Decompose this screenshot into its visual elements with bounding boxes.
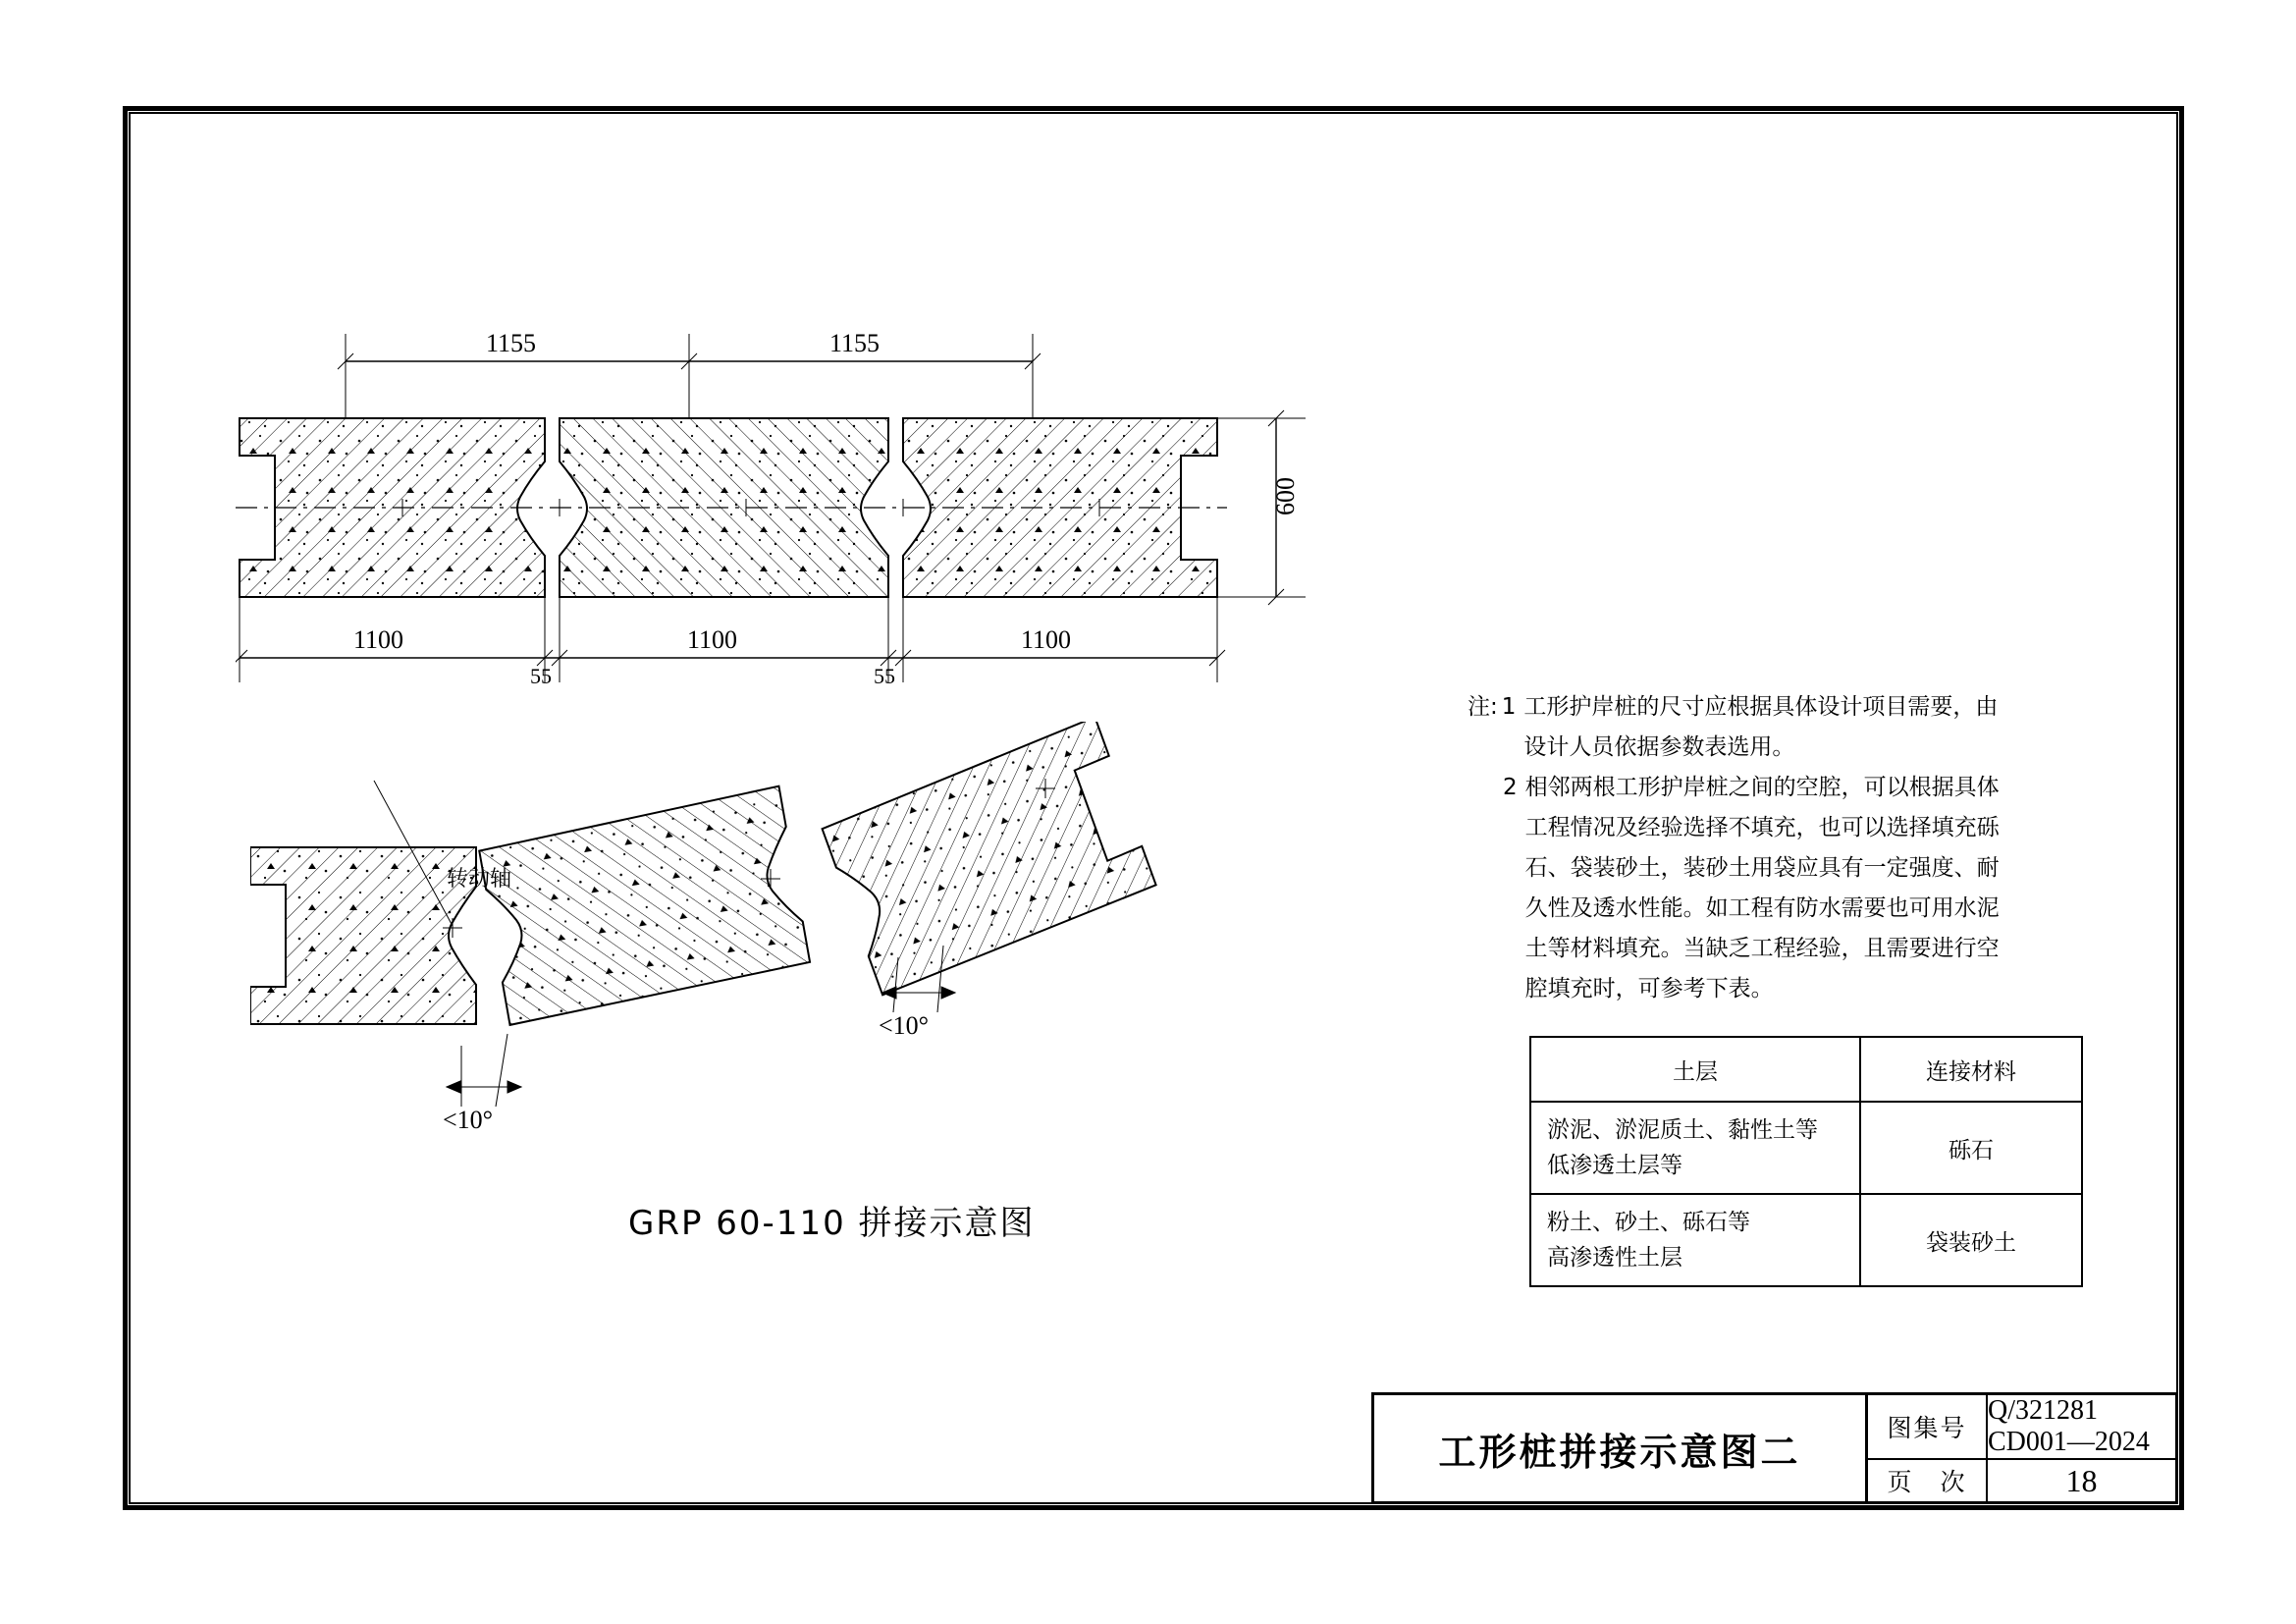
dim-bottom-3: 1100 (687, 625, 738, 654)
joint-pile-left (250, 847, 476, 1024)
note-item-1 (1468, 687, 2155, 768)
drawing-title: 工形桩拼接示意图二 (1438, 1430, 1801, 1474)
dim-bottom-1: 1100 (353, 625, 404, 654)
soil-1-line-2: 低渗透土层等 (1547, 1153, 1682, 1178)
angle-label-left: <10° (443, 1106, 494, 1134)
figure-caption: GRP 60-110 拼接示意图 (628, 1204, 1036, 1243)
joint-pile-middle (477, 786, 812, 1025)
joint-pile-right (818, 722, 1159, 995)
dim-right-600: 600 (1271, 477, 1300, 515)
table-cell-material-2: 袋装砂土 (1860, 1194, 2082, 1286)
note-2-number: 2 (1503, 775, 1518, 800)
notes-prefix: 注: (1468, 694, 1498, 720)
note-2-line-4: 久性及透水性能。如工程有防水需要也可用水泥 (1524, 895, 2000, 921)
title-block-title-cell (1374, 1395, 1868, 1501)
dim-top-1: 1155 (486, 329, 537, 357)
dim-top-2: 1155 (829, 329, 881, 357)
note-2-line-6: 腔填充时，可参考下表。 (1524, 976, 1774, 1001)
soil-2-line-1: 粉土、砂土、砾石等 (1547, 1210, 1750, 1235)
joint-detail-diagram (250, 722, 1291, 1144)
note-1-line-1: 工形护岸桩的尺寸应根据具体设计项目需要，由 (1523, 694, 1999, 720)
atlas-value: Q/321281 CD001—2024 (1988, 1395, 2150, 1457)
note-2-line-2: 工程情况及经验选择不填充，也可以选择填充砾 (1524, 815, 2000, 840)
table-row (1530, 1194, 2082, 1286)
soil-material-table (1529, 1036, 2083, 1287)
dim-bottom-4: 55 (874, 664, 895, 688)
atlas-label: 图集号 (1868, 1395, 1988, 1458)
title-block-right (1868, 1395, 2175, 1501)
note-2-line-1: 相邻两根工形护岸桩之间的空腔，可以根据具体 (1524, 775, 2000, 800)
notes-block (1468, 687, 2155, 1009)
dim-bottom-2: 55 (530, 664, 552, 688)
page-label: 页 次 (1868, 1460, 1988, 1501)
soil-1-line-1: 淤泥、淤泥质土、黏性土等 (1547, 1117, 1818, 1143)
title-block-atlas-row (1868, 1395, 2175, 1460)
table-header-material: 连接材料 (1860, 1037, 2082, 1102)
angle-label-right: <10° (879, 1011, 930, 1040)
table-cell-material-1: 砾石 (1860, 1102, 2082, 1194)
rotation-axis-label: 转动轴 (447, 867, 512, 892)
table-header-row (1530, 1037, 2082, 1102)
note-item-2 (1468, 768, 2155, 1009)
soil-2-line-2: 高渗透性土层 (1547, 1245, 1682, 1271)
title-block (1371, 1392, 2178, 1504)
top-view-diagram (236, 314, 1423, 707)
dim-bottom-5: 1100 (1021, 625, 1072, 654)
table-row (1530, 1102, 2082, 1194)
note-2-line-5: 土等材料填充。当缺乏工程经验，且需要进行空 (1524, 936, 2000, 961)
title-block-page-row (1868, 1460, 2175, 1501)
table-cell-soil-2 (1530, 1194, 1860, 1286)
note-2-line-3: 石、袋装砂土，装砂土用袋应具有一定强度、耐 (1524, 855, 2000, 881)
note-1-line-2: 设计人员依据参数表选用。 (1523, 734, 1795, 760)
table-header-soil: 土层 (1530, 1037, 1860, 1102)
table-cell-soil-1 (1530, 1102, 1860, 1194)
note-1-number: 1 (1501, 694, 1517, 720)
page-value: 18 (2065, 1462, 2098, 1498)
